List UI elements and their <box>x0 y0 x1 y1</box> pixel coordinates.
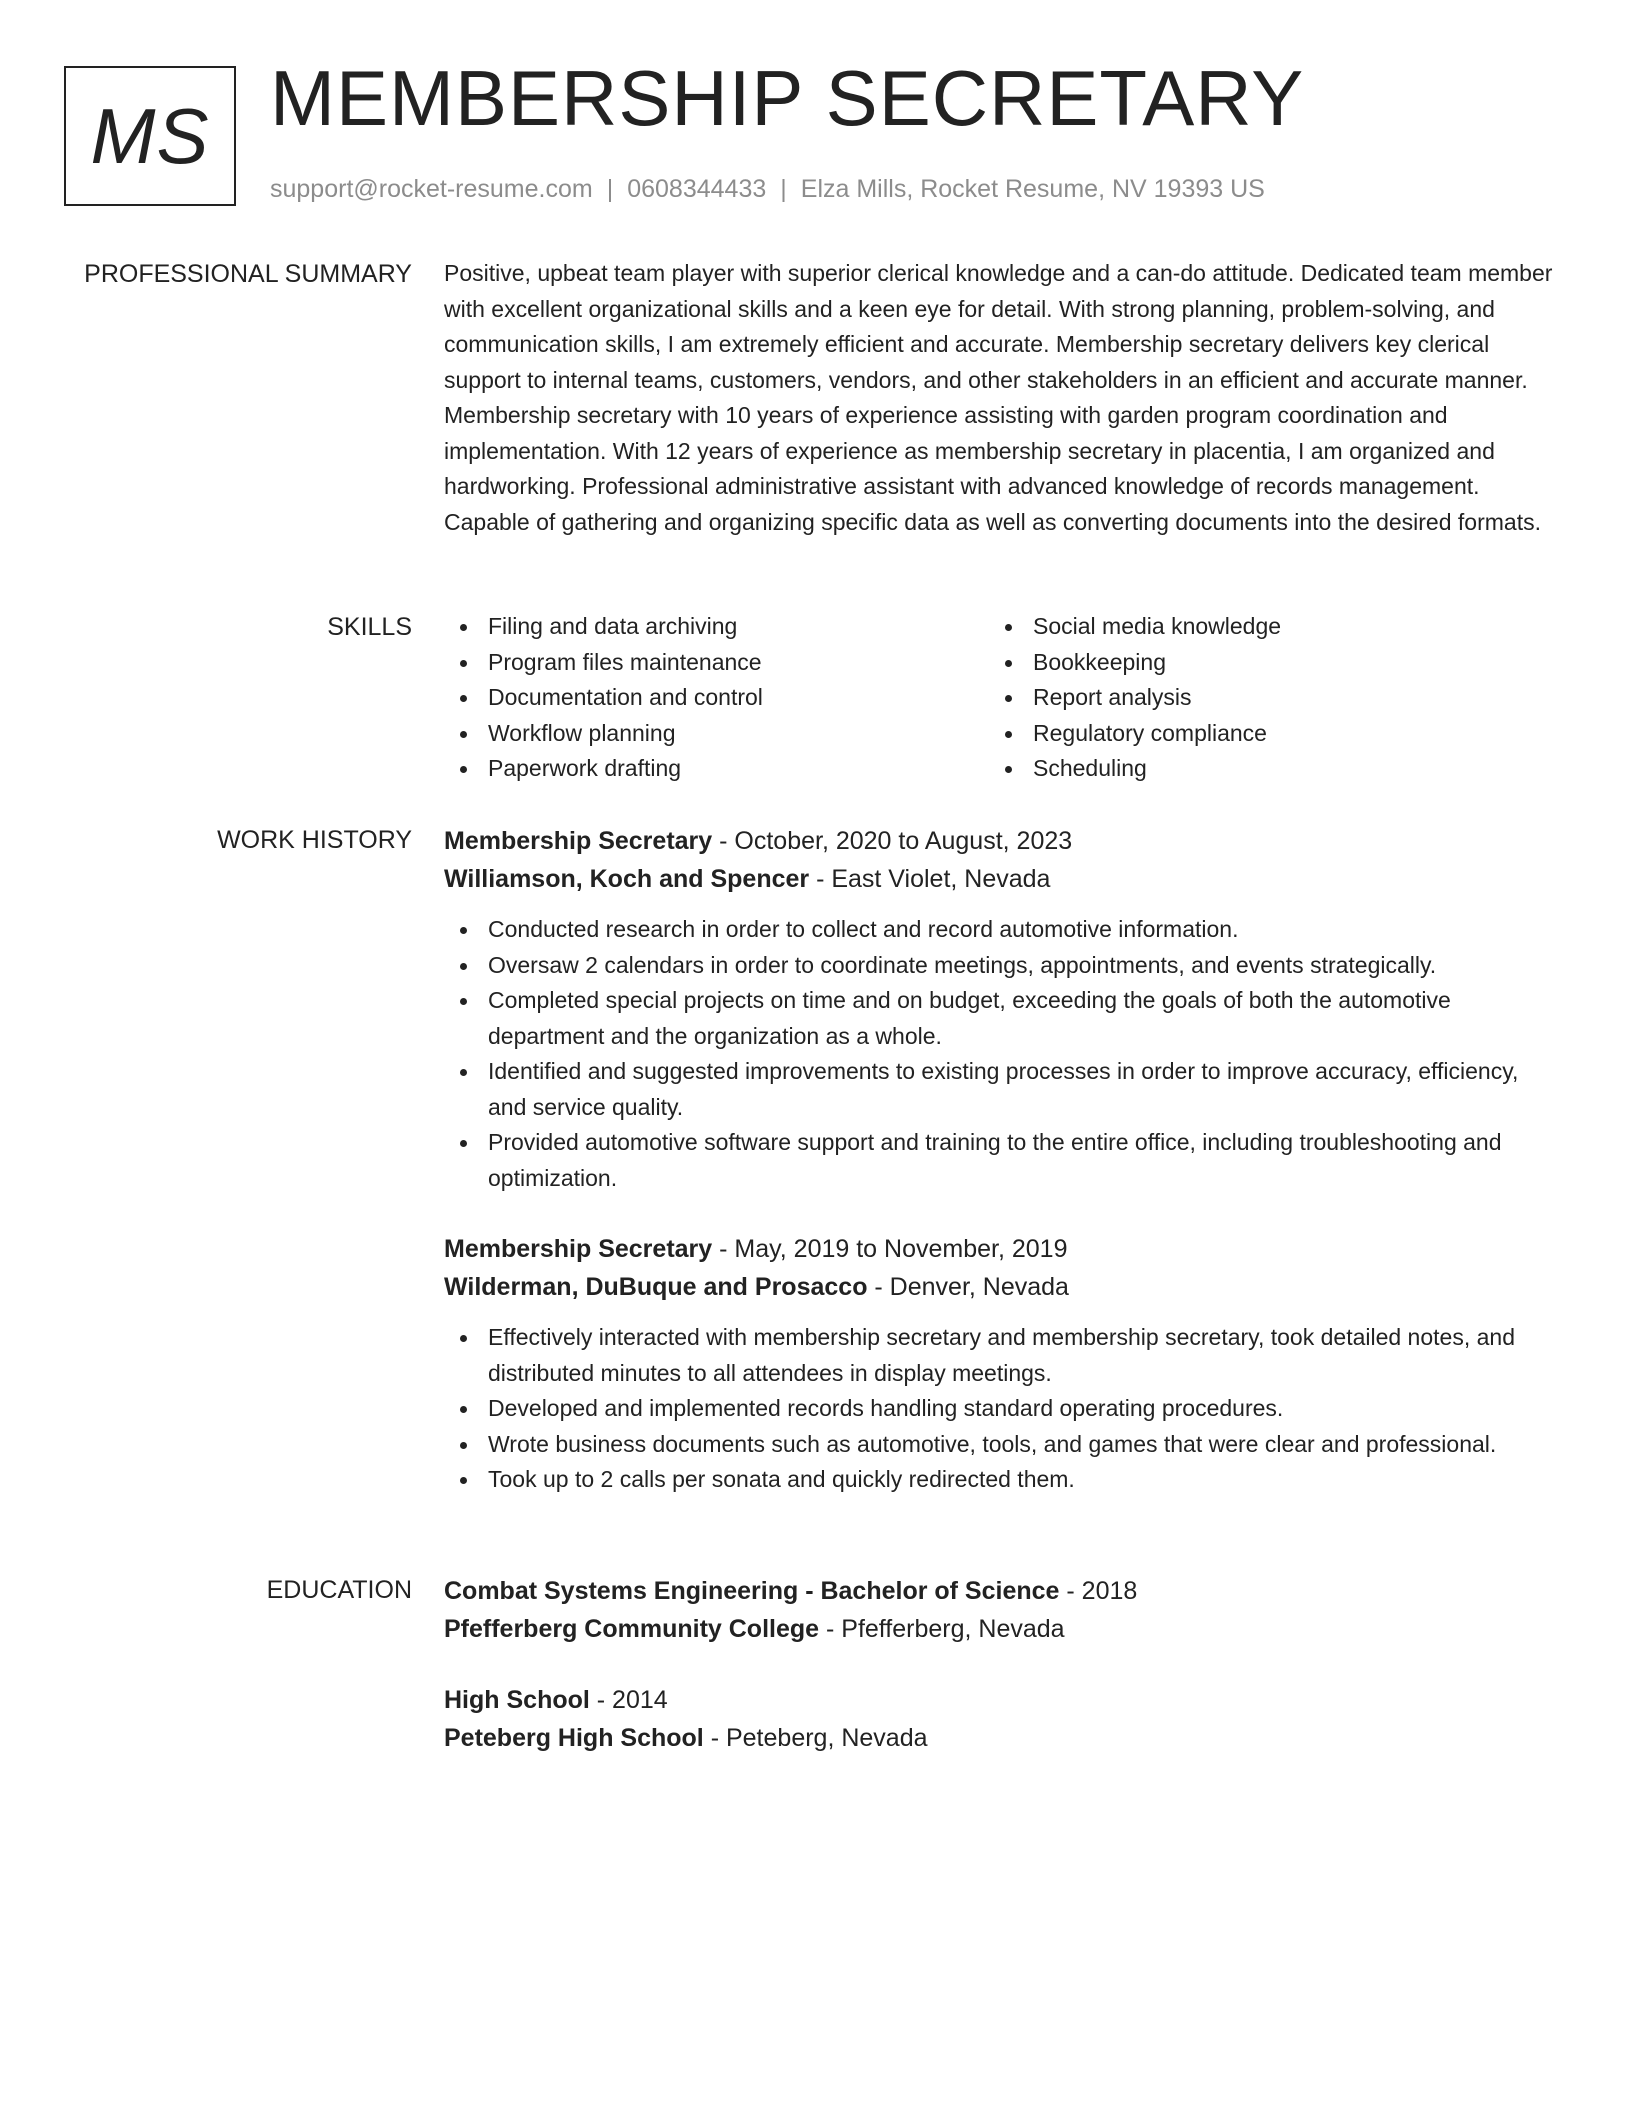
job-bullet: Identified and suggested improvements to existing processes in order to improve accuracy, efficiency, and service quality. <box>444 1054 1560 1125</box>
job-bullets <box>444 912 1560 1196</box>
education-degree: High School <box>444 1686 590 1714</box>
skill-item: Social media knowledge <box>989 609 1534 645</box>
work-history-heading: WORK HISTORY <box>217 826 412 854</box>
education-heading: EDUCATION <box>266 1576 412 1604</box>
job-bullet: Wrote business documents such as automotive, tools, and games that were clear and professional. <box>444 1427 1560 1463</box>
job-entry <box>444 822 1560 1196</box>
skill-item: Bookkeeping <box>989 645 1534 681</box>
skills-body <box>444 609 1560 787</box>
education-location: - Peteberg, Nevada <box>703 1724 928 1752</box>
skills-grid <box>444 609 1560 787</box>
contact-separator: | <box>780 175 787 203</box>
job-entry <box>444 1230 1560 1498</box>
education-school-line <box>444 1610 1560 1648</box>
job-bullet: Provided automotive software support and training to the entire office, including troubleshooting and optimization. <box>444 1125 1560 1196</box>
job-location: - Denver, Nevada <box>867 1273 1069 1301</box>
job-bullet: Completed special projects on time and on budget, exceeding the goals of both the automotive department and the organization as a whole. <box>444 983 1560 1054</box>
skill-item: Workflow planning <box>444 716 989 752</box>
education-location: - Pfefferberg, Nevada <box>819 1615 1065 1643</box>
education-school-line <box>444 1719 1560 1757</box>
skill-item: Regulatory compliance <box>989 716 1534 752</box>
job-bullet: Took up to 2 calls per sonata and quickly redirected them. <box>444 1462 1560 1498</box>
skills-column-left <box>444 609 989 787</box>
education-school: Peteberg High School <box>444 1724 704 1752</box>
job-employer-line <box>444 1268 1560 1306</box>
education-entry <box>444 1681 1560 1757</box>
monogram-box <box>64 66 236 206</box>
contact-separator: | <box>606 175 614 203</box>
education-year: - 2018 <box>1059 1577 1138 1605</box>
education-year: - 2014 <box>589 1686 668 1714</box>
job-bullets <box>444 1320 1560 1498</box>
job-employer-line <box>444 860 1560 898</box>
education-degree: Combat Systems Engineering - Bachelor of Science <box>444 1577 1060 1605</box>
education-body <box>444 1572 1560 1757</box>
job-title-line <box>444 1230 1560 1268</box>
summary-heading: PROFESSIONAL SUMMARY <box>84 260 412 288</box>
skill-item: Filing and data archiving <box>444 609 989 645</box>
summary-body <box>444 256 1560 540</box>
education-entry <box>444 1572 1560 1648</box>
job-dates: - October, 2020 to August, 2023 <box>712 827 1073 855</box>
job-employer: Wilderman, DuBuque and Prosacco <box>444 1273 868 1301</box>
skills-column-right <box>989 609 1534 787</box>
job-bullet: Developed and implemented records handling standard operating procedures. <box>444 1391 1560 1427</box>
skills-heading: SKILLS <box>327 613 412 641</box>
education-degree-line <box>444 1681 1560 1719</box>
skill-item: Documentation and control <box>444 680 989 716</box>
job-bullet: Effectively interacted with membership secretary and membership secretary, took detailed notes, and distributed minutes to all attendees in display meetings. <box>444 1320 1560 1391</box>
skill-item: Program files maintenance <box>444 645 989 681</box>
job-title: Membership Secretary <box>444 827 713 855</box>
contact-phone[interactable]: 0608344433 <box>627 175 767 203</box>
summary-text: Positive, upbeat team player with superior clerical knowledge and a can-do attitude. Dedicated team member with excellent organizational skills and a keen eye for detail. With strong planning, problem-solving, and communication skills, I am extremely efficient and accurate. Membership secretary delivers key clerical support to internal teams, customers, vendors, and other stakeholders in an efficient and accurate manner. Membership secretary with 10 years of experience assisting with garden program coordination and implementation. With 12 years of experience as membership secretary in placentia, I am organized and hardworking. Professional administrative assistant with advanced knowledge of records management. Capable of gathering and organizing specific data as well as converting documents into the desired formats. <box>444 260 1553 535</box>
contact-line <box>270 174 1265 204</box>
job-bullet: Oversaw 2 calendars in order to coordinate meetings, appointments, and events strategically. <box>444 948 1560 984</box>
job-employer: Williamson, Koch and Spencer <box>444 865 810 893</box>
education-degree-line <box>444 1572 1560 1610</box>
job-title: Membership Secretary <box>444 1235 713 1263</box>
contact-email[interactable]: support@rocket-resume.com <box>270 175 593 203</box>
job-bullet: Conducted research in order to collect and record automotive information. <box>444 912 1560 948</box>
job-location: - East Violet, Nevada <box>809 865 1051 893</box>
job-dates: - May, 2019 to November, 2019 <box>712 1235 1068 1263</box>
candidate-title: MEMBERSHIP SECRETARY <box>270 54 1305 142</box>
skill-item: Scheduling <box>989 751 1534 787</box>
skill-item: Paperwork drafting <box>444 751 989 787</box>
education-school: Pfefferberg Community College <box>444 1615 820 1643</box>
contact-address: Elza Mills, Rocket Resume, NV 19393 US <box>800 175 1265 203</box>
monogram-initials: MS <box>90 91 210 180</box>
work-history-body <box>444 822 1560 1498</box>
skill-item: Report analysis <box>989 680 1534 716</box>
job-title-line <box>444 822 1560 860</box>
